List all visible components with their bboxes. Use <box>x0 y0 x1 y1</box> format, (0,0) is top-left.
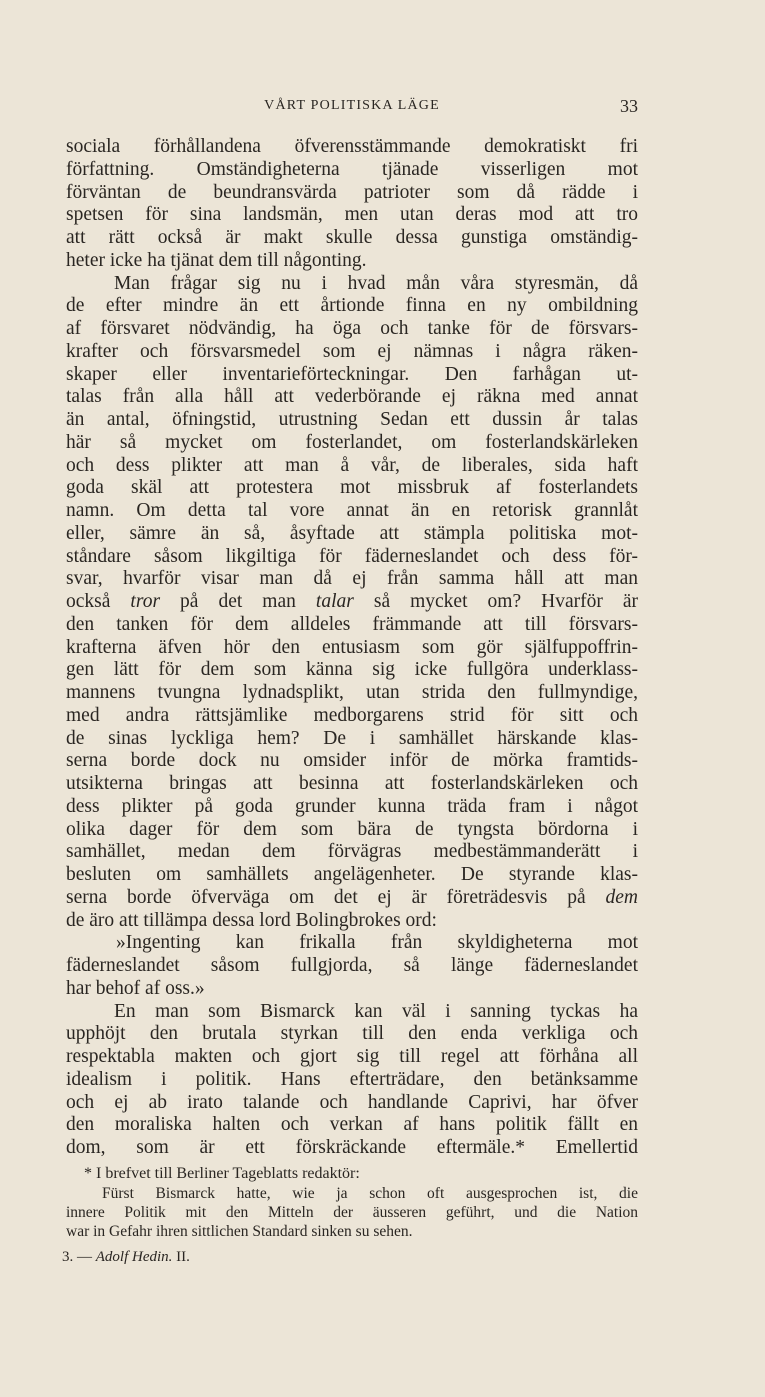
text-segment: serna borde öfverväga om det ej är företrädesvis på <box>66 886 606 908</box>
footnote <box>66 1163 638 1241</box>
text-segment: på det man <box>160 591 316 612</box>
text-line: namn. Om detta tal vore annat än en retorisk grannlåt <box>66 500 638 521</box>
text-line <box>66 887 638 910</box>
text-line: de äro att tillämpa dessa lord Bolingbrokes ord: <box>66 909 437 931</box>
text-line: goda skäl att protestera mot missbruk af fosterlandets <box>66 477 638 499</box>
text-line <box>66 591 638 614</box>
text-line: gen lätt för dem som känna sig icke fullgöra underklass- <box>66 659 638 681</box>
emphasis: dem <box>605 886 638 908</box>
text-line: författning. Omständigheterna tjänade visserligen mot <box>66 158 638 180</box>
text-line: krafter och försvarsmedel som ej nämnas i några räken- <box>66 340 638 362</box>
text-line: här så mycket om fosterlandet, om fosterlandskärleken <box>66 431 638 453</box>
text-line: den tanken för dem alldeles främmande att till försvars- <box>66 613 638 635</box>
text-line: än antal, öfningstid, utrustning Sedan ett dussin år talas <box>66 409 638 430</box>
printer-signature <box>62 1249 190 1266</box>
running-title: VÅRT POLITISKA LÄGE <box>264 98 440 113</box>
signature-sheet: 3. — <box>62 1249 92 1265</box>
footnote-line: Fürst Bismarck hatte, wie ja schon oft ausgesprochen ist, die <box>102 1185 638 1202</box>
text-line: spetsen för sina landsmän, men utan deras mod att tro <box>66 204 638 226</box>
text-line: mannens tvungna lydnadsplikt, utan strida den fullmyndige, <box>66 682 638 703</box>
text-line: fäderneslandet såsom fullgjorda, så länge fäderneslandet <box>66 955 638 976</box>
text-line: utsikterna bringas att besinna att fosterlandskärleken och <box>66 773 638 794</box>
text-line: idealism i politik. Hans efterträdare, den betänksamme <box>66 1068 638 1090</box>
text-line: med andra rättsjämlike medborgarens strid för sitt och <box>66 704 638 726</box>
text-line: den moraliska halten och verkan af hans politik fällt en <box>66 1114 638 1136</box>
text-line: besluten om samhällets angelägenheter. De styrande klas- <box>66 864 638 885</box>
text-line: eller, sämre än så, åsyftade att stämpla politiska mot- <box>66 522 638 544</box>
text-line: och ej ab irato talande och handlande Caprivi, har öfver <box>66 1091 638 1113</box>
text-line: de efter mindre än ett årtionde finna en ny ombildning <box>66 295 638 317</box>
text-line: Man frågar sig nu i hvad mån våra styresmän, då <box>114 272 638 294</box>
text-line: förväntan de beundransvärda patrioter som då rädde i <box>66 181 638 203</box>
text-segment: också <box>66 591 131 612</box>
text-line: upphöjt den brutala styrkan till den enda verkliga och <box>66 1023 638 1045</box>
text-line: krafterna äfven hör den entusiasm som gör själfuppoffrin- <box>66 636 638 658</box>
text-line: svar, hvarför visar man då ej från samma håll att man <box>66 568 638 590</box>
text-line: att rätt också är makt skulle dessa gunstiga omständig- <box>66 227 638 248</box>
emphasis: talar <box>315 591 354 612</box>
page-header <box>66 96 638 120</box>
text-line: samhället, medan dem förvägras medbestämmanderätt i <box>66 841 638 863</box>
text-line: serna borde dock nu omsider inför de mörka framtids- <box>66 750 638 772</box>
text-line: af försvaret nödvändig, ha öga och tanke för de försvars- <box>66 318 638 339</box>
text-line: En man som Bismarck kan väl i sanning tyckas ha <box>114 1000 638 1022</box>
text-line: talas från alla håll att vederbörande ej räkna med annat <box>66 386 638 408</box>
page-number: 33 <box>620 96 638 116</box>
text-line: »Ingenting kan frikalla från skyldigheterna mot <box>116 932 638 954</box>
signature-volume: II. <box>176 1249 190 1265</box>
text-line: sociala förhållandena öfverensstämmande demokratiskt fri <box>66 136 638 157</box>
text-line: olika dager för dem som bära de tyngsta bördorna i <box>66 818 638 840</box>
text-line: respektabla makten och gjort sig till regel att förhåna all <box>66 1046 638 1067</box>
text-line: och dess plikter att man å vår, de liberales, sida haft <box>66 454 638 476</box>
text-line: ståndare såsom likgiltiga för fäderneslandet och dess för- <box>66 545 638 567</box>
text-segment: så mycket om? Hvarför är <box>353 591 638 612</box>
footnote-heading: * I brefvet till Berliner Tageblatts redaktör: <box>84 1165 360 1182</box>
text-line: dom, som är ett förskräckande eftermäle.* Emellertid <box>66 1137 638 1158</box>
signature-author: Adolf Hedin. <box>95 1249 173 1265</box>
text-line: har behof af oss.» <box>66 977 205 999</box>
footnote-line: innere Politik mit den Mitteln der äusseren geführt, und die Nation <box>66 1204 638 1221</box>
text-line: de sinas lyckliga hem? De i samhället härskande klas- <box>66 727 638 749</box>
text-line: skaper eller inventarieförteckningar. Den farhågan ut- <box>66 363 638 385</box>
text-line: heter icke ha tjänat dem till någonting. <box>66 249 367 271</box>
footnote-line: war in Gefahr ihren sittlichen Standard sinken su sehen. <box>66 1223 413 1240</box>
emphasis: tror <box>130 591 161 612</box>
text-line: dess plikter på goda grunder kunna träda fram i något <box>66 795 638 817</box>
body-text <box>66 136 638 1160</box>
